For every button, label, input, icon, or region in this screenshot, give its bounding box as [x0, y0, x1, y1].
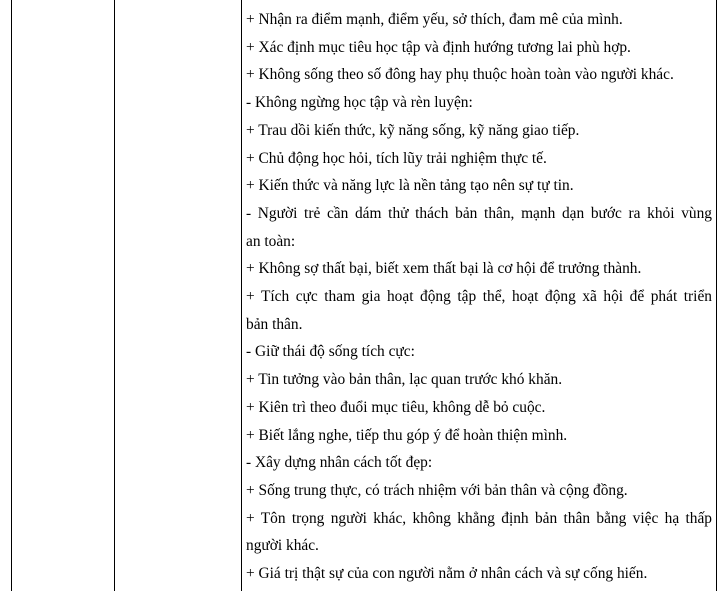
text-line: - Người trẻ cần dám thử thách bản thân, mạnh dạn bước ra khỏi vùng	[246, 204, 712, 222]
text-line: + Tin tưởng vào bản thân, lạc quan trước khó khăn.	[246, 371, 563, 389]
text-line: + Tôn trọng người khác, không khẳng định bản thân bằng việc hạ thấp	[246, 509, 712, 527]
text-line: - Giữ thái độ sống tích cực:	[246, 343, 415, 361]
text-line: + Kiến thức và năng lực là nền tảng tạo nên sự tự tin.	[246, 177, 574, 195]
text-line: + Trau dồi kiến thức, kỹ năng sống, kỹ năng giao tiếp.	[246, 121, 580, 139]
text-line: + Giá trị thật sự của con người nằm ở nhân cách và sự cống hiến.	[246, 565, 648, 583]
text-line: người khác.	[246, 537, 319, 555]
text-line: + Chủ động học hỏi, tích lũy trải nghiệm thực tế.	[246, 149, 547, 167]
text-line: + Nhận ra điểm mạnh, điểm yếu, sở thích, đam mê của mình.	[246, 11, 623, 28]
text-line: an toàn:	[246, 232, 296, 250]
text-line: - Xây dựng nhân cách tốt đẹp:	[246, 454, 433, 472]
text-line: + Xác định mục tiêu học tập và định hướng tương lai phù hợp.	[246, 38, 631, 56]
text-line: - Không ngừng học tập và rèn luyện:	[246, 94, 473, 112]
column-divider	[114, 0, 115, 591]
column-divider	[241, 0, 242, 591]
text-line: + Sống trung thực, có trách nhiệm với bản thân và cộng đồng.	[246, 481, 628, 499]
text-line: + Kiên trì theo đuổi mục tiêu, không dễ bỏ cuộc.	[246, 398, 546, 416]
content-table	[11, 0, 717, 591]
text-line: + Tích cực tham gia hoạt động tập thể, hoạt động xã hội để phát triển	[246, 288, 712, 306]
text-line: + Không sợ thất bại, biết xem thất bại là cơ hội để trưởng thành.	[246, 260, 642, 278]
text-line: bản thân.	[246, 315, 303, 333]
content-cell	[246, 6, 712, 588]
text-line: + Không sống theo số đông hay phụ thuộc hoàn toàn vào người khác.	[246, 66, 674, 84]
text-line: + Biết lắng nghe, tiếp thu góp ý để hoàn thiện mình.	[246, 426, 568, 444]
